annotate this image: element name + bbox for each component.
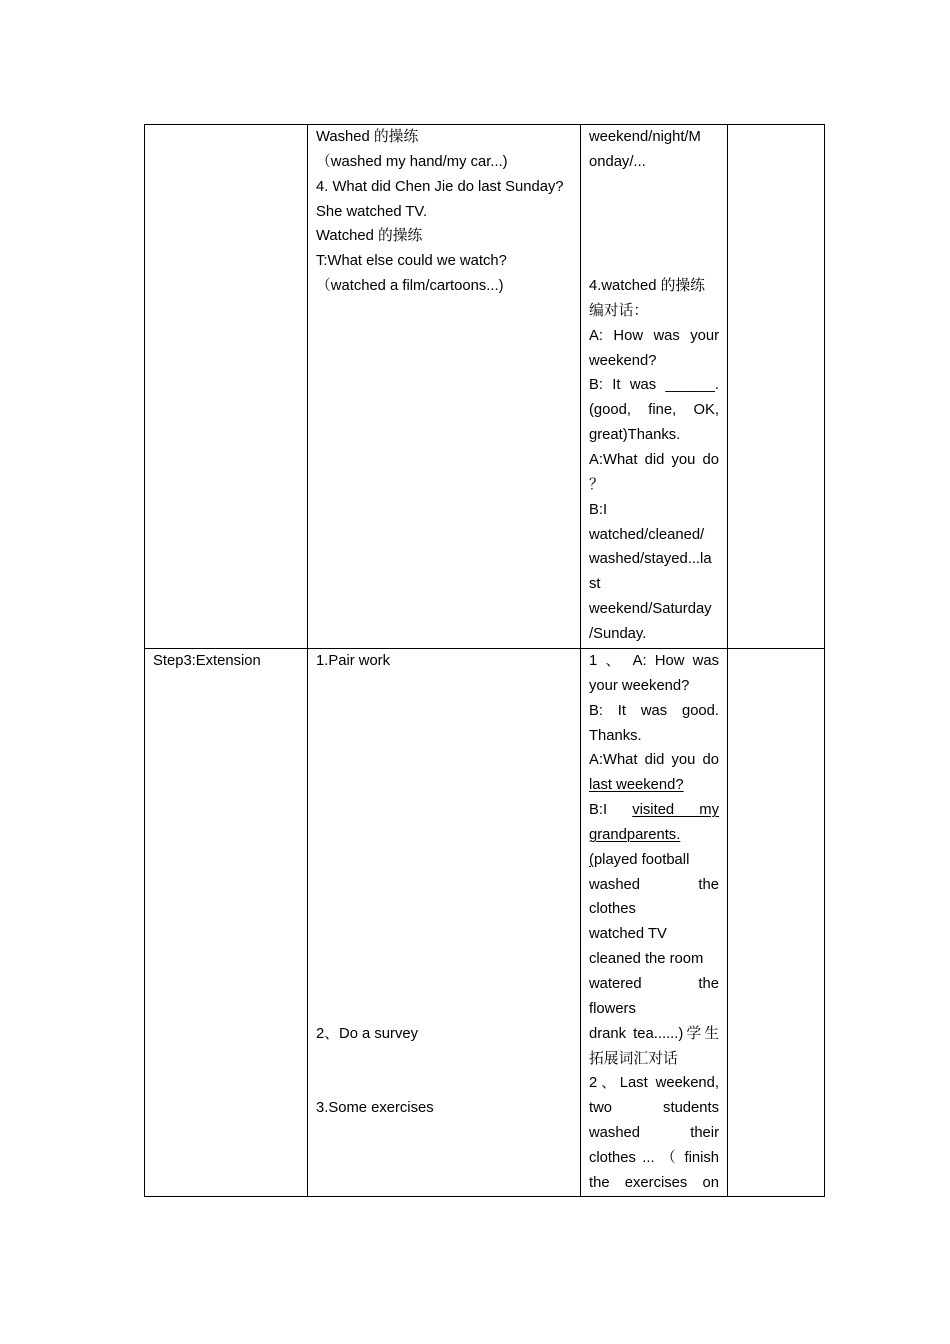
student-line: washed the [589,876,719,893]
student-line: watered the [589,975,719,992]
student-line: clothes ... （ finish [589,1149,719,1166]
student-line: 拓展词汇对话 [589,1050,678,1067]
student-line: 4.watched 的操练 [589,278,705,295]
student-line: /Sunday. [589,625,647,642]
notes-cell [728,649,825,1197]
activity-line: Washed 的操练 [316,129,419,145]
student-line: Thanks. [589,727,642,744]
line-text: played football [593,851,690,868]
student-line: onday/... [589,153,646,170]
activity-line: T:What else could we watch? [316,253,507,270]
student-line: ？ [589,476,604,493]
student-line: weekend/Saturday [589,601,712,618]
activity-line: 4. What did Chen Jie do last Sunday? [316,178,564,195]
activity-line: She watched TV. [316,203,428,220]
student-line: flowers [589,1000,636,1017]
student-line: drank tea......)学生 [589,1025,719,1042]
line-text: B:I [589,802,633,819]
student-line: washed their [589,1125,719,1142]
notes-cell [728,125,825,649]
underlined-text: ( [589,851,594,868]
student-line [589,773,719,798]
student-line: A: How was your [589,327,719,344]
lesson-plan-table [144,124,825,1197]
student-line: great)Thanks. [589,427,681,444]
student-line: your weekend? [589,677,690,694]
activity-line: 1.Pair work [316,653,391,669]
student-line [589,848,719,873]
student-line: cleaned the room [589,951,704,968]
student-line: A:What did you do [589,451,719,468]
activity-cell [308,649,581,1197]
student-line: weekend/night/M [589,129,701,145]
activity-line: 3.Some exercises [316,1100,434,1117]
student-line: 编对话： [589,302,649,319]
step-title: Step3:Extension [153,653,261,669]
student-line [589,823,719,848]
student-line: B:I [589,501,608,518]
underlined-text: last weekend? [589,777,684,794]
student-line: watched/cleaned/ [589,526,705,543]
student-line: (good, fine, OK, [589,402,719,419]
student-line: the exercises on [589,1174,719,1191]
student-activity-cell [581,125,728,649]
activity-line: （washed my hand/my car...) [316,153,508,170]
student-line: B: It was good. [589,702,719,719]
underlined-text: visited my [632,802,720,819]
student-line: 2、Last weekend, [589,1075,719,1092]
student-line: clothes [589,901,636,918]
step-cell [145,649,308,1197]
activity-cell [308,125,581,649]
student-line: B: It was ______. [589,377,719,394]
activity-line: 2、Do a survey [316,1025,418,1042]
student-line [589,798,719,823]
activity-line: Watched 的操练 [316,228,423,245]
activity-line: （watched a film/cartoons...) [316,278,504,295]
student-line: st [589,576,601,593]
student-line: weekend? [589,352,657,369]
underlined-text: grandparents. [589,826,681,843]
student-activity-cell [581,649,728,1197]
student-line: watched TV [589,926,667,943]
step-cell [145,125,308,649]
student-line: washed/stayed...la [589,551,712,568]
student-line: 1 、 A: How was [589,653,719,669]
student-line: A:What did you do [589,752,719,769]
student-line: two students [589,1100,719,1117]
